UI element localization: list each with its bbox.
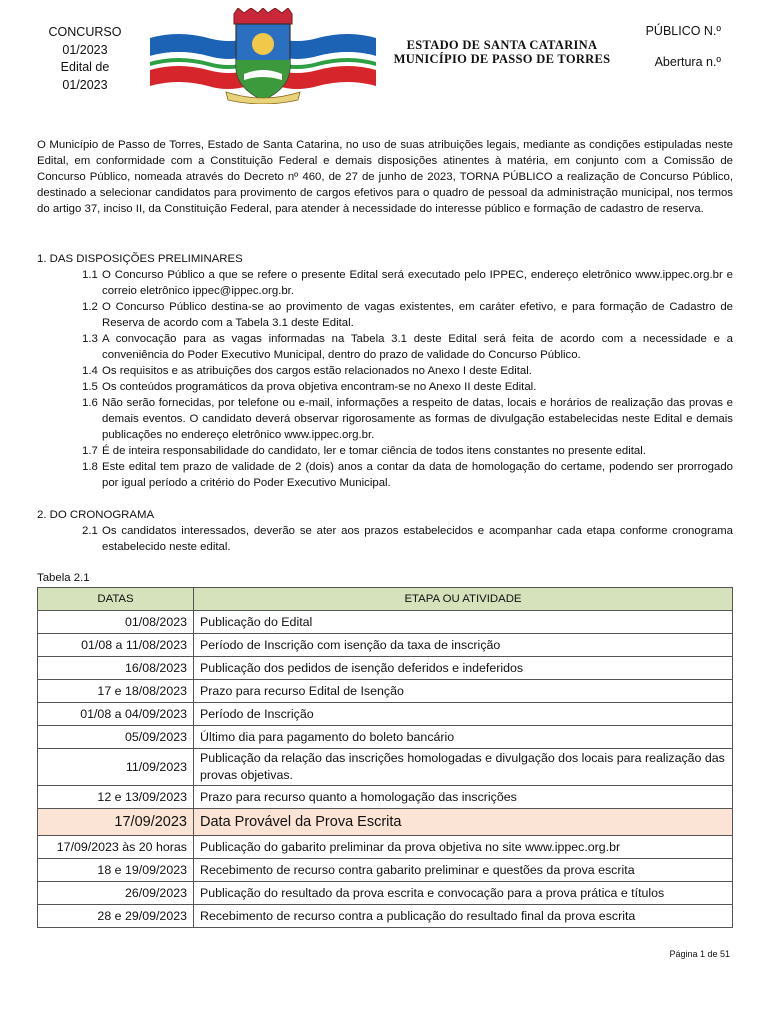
row-activity: Período de Inscrição com isenção da taxa de inscrição (194, 634, 733, 657)
row-date: 05/09/2023 (38, 726, 194, 749)
list-item (82, 363, 733, 379)
row-date: 17/09/2023 (38, 809, 194, 836)
table-header-row (38, 588, 733, 611)
intro-paragraph: O Município de Passo de Torres, Estado de Santa Catarina, no uso de suas atribuições legais, mediante as condições estipuladas neste Edital, em conformidade com a Constituição Federal e demais disposições atinentes à matéria, em conjunto com a Comissão de Concurso Público, nomeada através do Decreto nº 460, de 27 de junho de 2023, TORNA PÚBLICO a realização de Concurso Público, destinado a selecionar candidatos para provimento de cargos efetivos para o quadro de pessoal da administração municipal, nos termos do artigo 37, inciso II, da Constituição Federal, para atender à necessidade do interesse público e formação de cadastro de reserva. (37, 139, 733, 215)
table-row (38, 611, 733, 634)
row-activity: Recebimento de recurso contra a publicação do resultado final da prova escrita (194, 905, 733, 928)
item-text: É de inteira responsabilidade do candidato, ler e tomar ciência de todos itens constantes no presente edital. (102, 445, 646, 457)
row-activity: Último dia para pagamento do boleto bancário (194, 726, 733, 749)
section-1-items (82, 267, 733, 491)
row-activity: Prazo para recurso Edital de Isenção (194, 680, 733, 703)
table-row (38, 786, 733, 809)
row-date: 28 e 29/09/2023 (38, 905, 194, 928)
item-number: 1.5 (82, 381, 98, 393)
row-activity: Publicação do resultado da prova escrita e convocação para a prova prática e títulos (194, 882, 733, 905)
item-text: Não serão fornecidas, por telefone ou e-mail, informações a respeito de datas, locais e horários de realização das provas e demais eventos. O candidato deverá observar rigorosamente as formas de divulgação estabelecidas neste Edital e demais publicações no endereço eletrônico www.ippec.org.br. (102, 397, 733, 441)
row-date: 11/09/2023 (38, 749, 194, 786)
row-date: 17/09/2023 às 20 horas (38, 836, 194, 859)
header-left-line: 01/2023 (62, 77, 108, 92)
item-text: Este edital tem prazo de validade de 2 (dois) anos a contar da data de homologação do certame, podendo ser prorrogado por igual período a critério do Poder Executivo Municipal. (102, 461, 733, 489)
item-text: Os candidatos interessados, deverão se ater aos prazos estabelecidos e acompanhar cada etapa conforme cronograma estabelecido neste edital. (102, 525, 733, 553)
table-row (38, 680, 733, 703)
public-number-label: PÚBLICO N.º (645, 24, 721, 38)
item-number: 1.6 (82, 397, 98, 409)
item-text: A convocação para as vagas informadas na Tabela 3.1 deste Edital será feita de acordo com a necessidade e a conveniência do Poder Executivo Municipal, dentro do prazo de validade do Concurso Público. (102, 333, 733, 361)
row-date: 17 e 18/08/2023 (38, 680, 194, 703)
table-row (38, 634, 733, 657)
item-number: 1.1 (82, 269, 98, 281)
item-number: 1.7 (82, 445, 98, 457)
page-number: Página 1 de 51 (669, 949, 730, 959)
row-date: 01/08/2023 (38, 611, 194, 634)
row-date: 18 e 19/09/2023 (38, 859, 194, 882)
row-date: 12 e 13/09/2023 (38, 786, 194, 809)
list-item (82, 523, 733, 555)
table-row (38, 859, 733, 882)
section-2-items (82, 523, 733, 555)
item-number: 1.8 (82, 461, 98, 473)
table-row (38, 905, 733, 928)
row-date: 26/09/2023 (38, 882, 194, 905)
state-municipality-title (376, 38, 628, 66)
item-text: Os requisitos e as atribuições dos cargos estão relacionados no Anexo I deste Edital. (102, 365, 532, 377)
row-activity: Data Provável da Prova Escrita (194, 809, 733, 836)
header-public-number (646, 24, 721, 69)
row-activity: Período de Inscrição (194, 703, 733, 726)
row-activity: Publicação dos pedidos de isenção deferidos e indeferidos (194, 657, 733, 680)
row-activity: Publicação do gabarito preliminar da prova objetiva no site www.ippec.org.br (194, 836, 733, 859)
row-activity: Publicação do Edital (194, 611, 733, 634)
table-row (38, 749, 733, 786)
header-left-line: CONCURSO (48, 25, 122, 39)
list-item (82, 331, 733, 363)
list-item (82, 267, 733, 299)
header-contest-id (40, 24, 130, 94)
table-row-highlighted-exam-date (38, 809, 733, 836)
item-number: 2.1 (82, 525, 98, 537)
row-date: 01/08 a 11/08/2023 (38, 634, 194, 657)
table-row (38, 703, 733, 726)
section-2-title: 2. DO CRONOGRAMA (37, 509, 155, 521)
table-row (38, 836, 733, 859)
item-text: O Concurso Público destina-se ao provimento de vagas existentes, em caráter efetivo, e para formação de Cadastro de Reserva de acordo com a Tabela 3.1 deste Edital. (102, 301, 733, 329)
row-activity: Prazo para recurso quanto a homologação das inscrições (194, 786, 733, 809)
column-header-dates: DATAS (38, 588, 194, 611)
list-item (82, 379, 733, 395)
item-text: Os conteúdos programáticos da prova objetiva encontram-se no Anexo II deste Edital. (102, 381, 537, 393)
list-item (82, 299, 733, 331)
municipal-coat-of-arms-icon (148, 8, 378, 104)
municipality-name: MUNICÍPIO DE PASSO DE TORRES (393, 52, 611, 66)
table-row (38, 726, 733, 749)
table-row (38, 657, 733, 680)
item-text: O Concurso Público a que se refere o presente Edital será executado pelo IPPEC, endereço eletrônico www.ippec.org.br e correio eletrônico ippec@ippec.org.br. (102, 269, 733, 297)
list-item (82, 459, 733, 491)
column-header-activity: ETAPA OU ATIVIDADE (194, 588, 733, 611)
list-item (82, 443, 733, 459)
item-number: 1.4 (82, 365, 98, 377)
table-caption: Tabela 2.1 (37, 572, 90, 584)
row-activity: Recebimento de recurso contra gabarito preliminar e questões da prova escrita (194, 859, 733, 882)
item-number: 1.2 (82, 301, 98, 313)
table-row (38, 882, 733, 905)
row-activity: Publicação da relação das inscrições homologadas e divulgação dos locais para realização das provas objetivas. (194, 749, 733, 786)
list-item (82, 395, 733, 443)
section-1-title: 1. DAS DISPOSIÇÕES PRELIMINARES (37, 253, 243, 265)
row-date: 01/08 a 04/09/2023 (38, 703, 194, 726)
row-date: 16/08/2023 (38, 657, 194, 680)
schedule-table (37, 587, 733, 928)
header-left-line: 01/2023 (62, 42, 108, 57)
item-number: 1.3 (82, 333, 98, 345)
state-name: ESTADO DE SANTA CATARINA (406, 38, 598, 52)
header-left-line: Edital de (60, 60, 110, 74)
opening-number-label: Abertura n.º (654, 55, 721, 69)
